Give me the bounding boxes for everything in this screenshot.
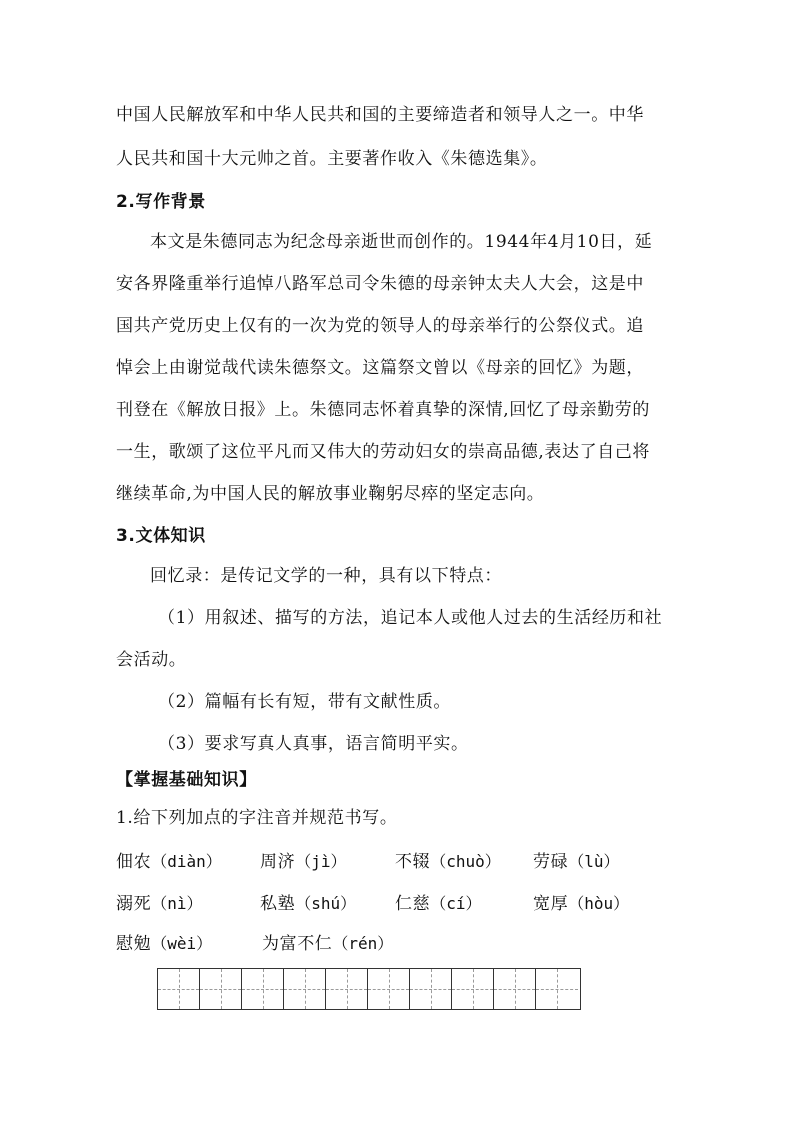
vocab-word: 周济	[260, 852, 296, 872]
vocab-pinyin: （shú）	[295, 894, 357, 913]
grid-cell[interactable]	[410, 969, 452, 1009]
vocab-item	[116, 892, 202, 916]
background-line-6: 一生，歌颂了这位平凡而又伟大的劳动妇女的崇高品德,表达了自己将	[116, 442, 651, 462]
intro-line-1: 中国人民解放军和中华人民共和国的主要缔造者和领导人之一。中华	[116, 105, 644, 125]
vocab-item	[116, 850, 222, 874]
vocab-item	[395, 892, 481, 916]
background-line-5: 刊登在《解放日报》上。朱德同志怀着真挚的深情,回忆了母亲勤劳的	[116, 400, 651, 420]
vocab-pinyin: （wèi）	[151, 934, 213, 953]
intro-line-2: 人民共和国十大元帅之首。主要著作收入《朱德选集》。	[116, 149, 548, 169]
genre-point-1-line-1: （1）用叙述、描写的方法，追记本人或他人过去的生活经历和社	[158, 608, 663, 628]
vocab-item	[260, 892, 356, 916]
vocab-pinyin: （diàn）	[151, 852, 222, 871]
vocab-word: 佃农	[116, 852, 152, 872]
genre-point-1-line-2: 会活动。	[116, 650, 187, 670]
grid-cell[interactable]	[200, 969, 242, 1009]
vocab-word: 不辍	[395, 852, 431, 872]
grid-cell[interactable]	[368, 969, 410, 1009]
vocab-item	[262, 932, 393, 956]
vocab-pinyin: （chuò）	[430, 852, 501, 871]
vocab-pinyin: （jì）	[295, 852, 347, 871]
vocab-word: 仁慈	[395, 894, 431, 914]
vocab-item	[116, 932, 212, 956]
grid-cell[interactable]	[536, 969, 578, 1009]
genre-point-3: （3）要求写真人真事，语言简明平实。	[158, 734, 469, 754]
vocab-item	[260, 850, 346, 874]
vocab-pinyin: （hòu）	[568, 894, 630, 913]
exercise-1-prompt: 1.给下列加点的字注音并规范书写。	[116, 808, 398, 828]
vocab-word: 宽厚	[533, 894, 569, 914]
background-line-4: 悼会上由谢觉哉代读朱德祭文。这篇祭文曾以《母亲的回忆》为题，	[116, 358, 644, 378]
vocab-pinyin: （lù）	[568, 852, 620, 871]
background-line-7: 继续革命,为中国人民的解放事业鞠躬尽瘁的坚定志向。	[116, 484, 545, 504]
background-line-1: 本文是朱德同志为纪念母亲逝世而创作的。1944年4月10日，延	[150, 232, 653, 252]
grid-cell[interactable]	[494, 969, 536, 1009]
vocab-word: 私塾	[260, 894, 296, 914]
grid-cell[interactable]	[452, 969, 494, 1009]
basics-heading: 【掌握基础知识】	[116, 770, 257, 790]
section-heading-background: 2.写作背景	[116, 192, 206, 212]
vocab-item	[395, 850, 501, 874]
grid-cell[interactable]	[326, 969, 368, 1009]
vocab-item	[533, 850, 619, 874]
vocab-pinyin: （rén）	[332, 934, 394, 953]
vocab-pinyin: （nì）	[151, 894, 203, 913]
section-heading-genre: 3.文体知识	[116, 526, 206, 546]
vocab-word: 慰勉	[116, 934, 152, 954]
vocab-word: 劳碌	[533, 852, 569, 872]
grid-cell[interactable]	[284, 969, 326, 1009]
writing-grid	[157, 968, 581, 1010]
background-line-2: 安各界隆重举行追悼八路军总司令朱德的母亲钟太夫人大会，这是中	[116, 274, 644, 294]
background-line-3: 国共产党历史上仅有的一次为党的领导人的母亲举行的公祭仪式。追	[116, 316, 644, 336]
grid-cell[interactable]	[242, 969, 284, 1009]
genre-definition: 回忆录：是传记文学的一种，具有以下特点：	[150, 566, 502, 586]
grid-cell[interactable]	[158, 969, 200, 1009]
vocab-word: 为富不仁	[262, 934, 333, 954]
genre-point-2: （2）篇幅有长有短，带有文献性质。	[158, 692, 452, 712]
vocab-pinyin: （cí）	[430, 894, 482, 913]
vocab-word: 溺死	[116, 894, 152, 914]
vocab-item	[533, 892, 629, 916]
